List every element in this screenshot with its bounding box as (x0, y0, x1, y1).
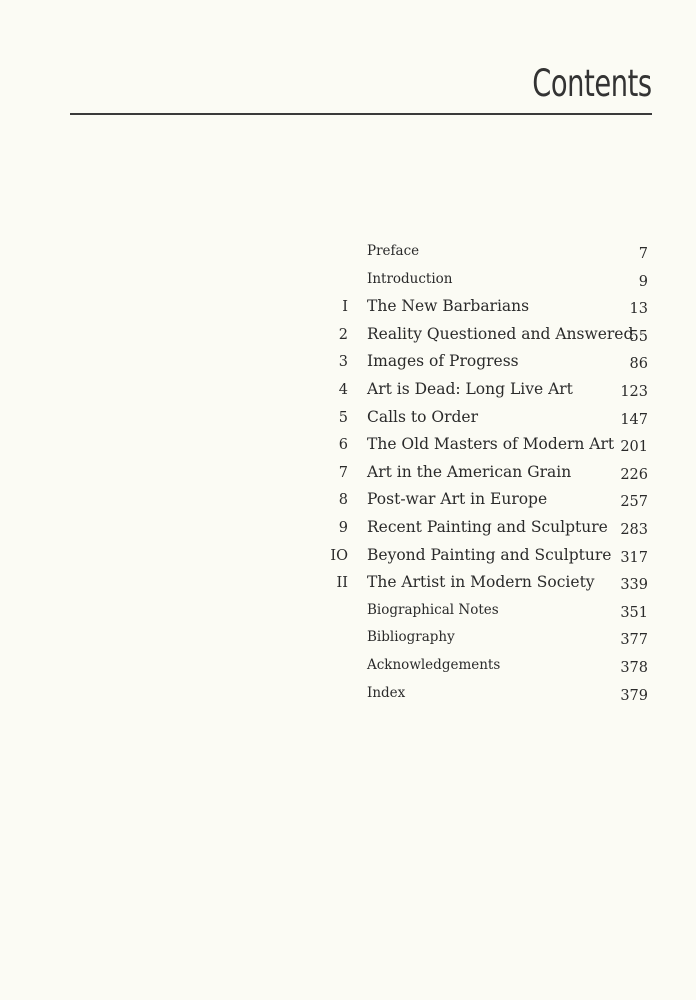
page-number: 86 (629, 356, 648, 373)
page-number: 55 (629, 328, 648, 345)
chapter-number: I (342, 299, 348, 316)
chapter-number: II (336, 575, 348, 592)
entry-title: Acknowledgements (367, 656, 501, 673)
entry-title: Index (367, 684, 406, 701)
toc-entry (326, 599, 650, 627)
page-title: Contents (532, 62, 652, 105)
page-number: 379 (620, 687, 648, 704)
chapter-number: 3 (338, 354, 348, 371)
table-of-contents (326, 240, 650, 709)
page-number: 378 (620, 659, 648, 676)
chapter-number: 6 (338, 437, 348, 454)
entry-title: Images of Progress (367, 352, 519, 371)
toc-entry (326, 461, 650, 489)
toc-entry (326, 516, 650, 544)
entry-title: The New Barbarians (367, 297, 530, 316)
chapter-number: 8 (338, 492, 348, 509)
entry-title: Post-war Art in Europe (367, 490, 548, 509)
page-number: 147 (620, 411, 648, 428)
entry-title: Art in the American Grain (367, 462, 572, 481)
page-number: 317 (620, 549, 648, 566)
page-number: 351 (620, 604, 648, 621)
entry-title: The Old Masters of Modern Art (367, 435, 615, 454)
page-number: 201 (620, 439, 648, 456)
page-number: 339 (620, 577, 648, 594)
chapter-number: 7 (338, 464, 348, 481)
entry-title: Art is Dead: Long Live Art (367, 379, 573, 398)
entry-title: The Artist in Modern Society (367, 573, 595, 592)
toc-entry (326, 488, 650, 516)
title-rule (70, 113, 652, 115)
chapter-number: 9 (338, 519, 348, 536)
page-number: 283 (620, 521, 648, 538)
entry-title: Reality Questioned and Answered (367, 324, 634, 343)
page-number: 123 (620, 383, 648, 400)
toc-entry (326, 571, 650, 599)
toc-entry (326, 654, 650, 682)
page-number: 226 (620, 466, 648, 483)
toc-entry (326, 268, 650, 296)
page-number: 13 (629, 301, 648, 318)
toc-entry (326, 544, 650, 572)
chapter-number: 5 (338, 409, 348, 426)
entry-title: Biographical Notes (367, 601, 499, 618)
page-number: 377 (620, 632, 648, 649)
toc-entry (326, 626, 650, 654)
entry-title: Beyond Painting and Sculpture (367, 545, 612, 564)
toc-entry (326, 350, 650, 378)
toc-entry (326, 433, 650, 461)
page-number: 7 (638, 246, 648, 262)
entry-title: Calls to Order (367, 407, 479, 426)
chapter-number: 4 (338, 381, 348, 398)
toc-entry (326, 295, 650, 323)
entry-title: Recent Painting and Sculpture (367, 517, 608, 536)
toc-entry (326, 240, 650, 268)
page-number: 9 (638, 273, 648, 290)
page-number: 257 (620, 494, 648, 511)
entry-title: Introduction (367, 270, 453, 287)
chapter-number: 2 (338, 326, 348, 343)
toc-entry (326, 323, 650, 351)
toc-entry (326, 682, 650, 710)
toc-entry (326, 378, 650, 406)
entry-title: Preface (367, 243, 420, 259)
entry-title: Bibliography (367, 629, 455, 646)
chapter-number: IO (330, 547, 348, 564)
toc-entry (326, 406, 650, 434)
